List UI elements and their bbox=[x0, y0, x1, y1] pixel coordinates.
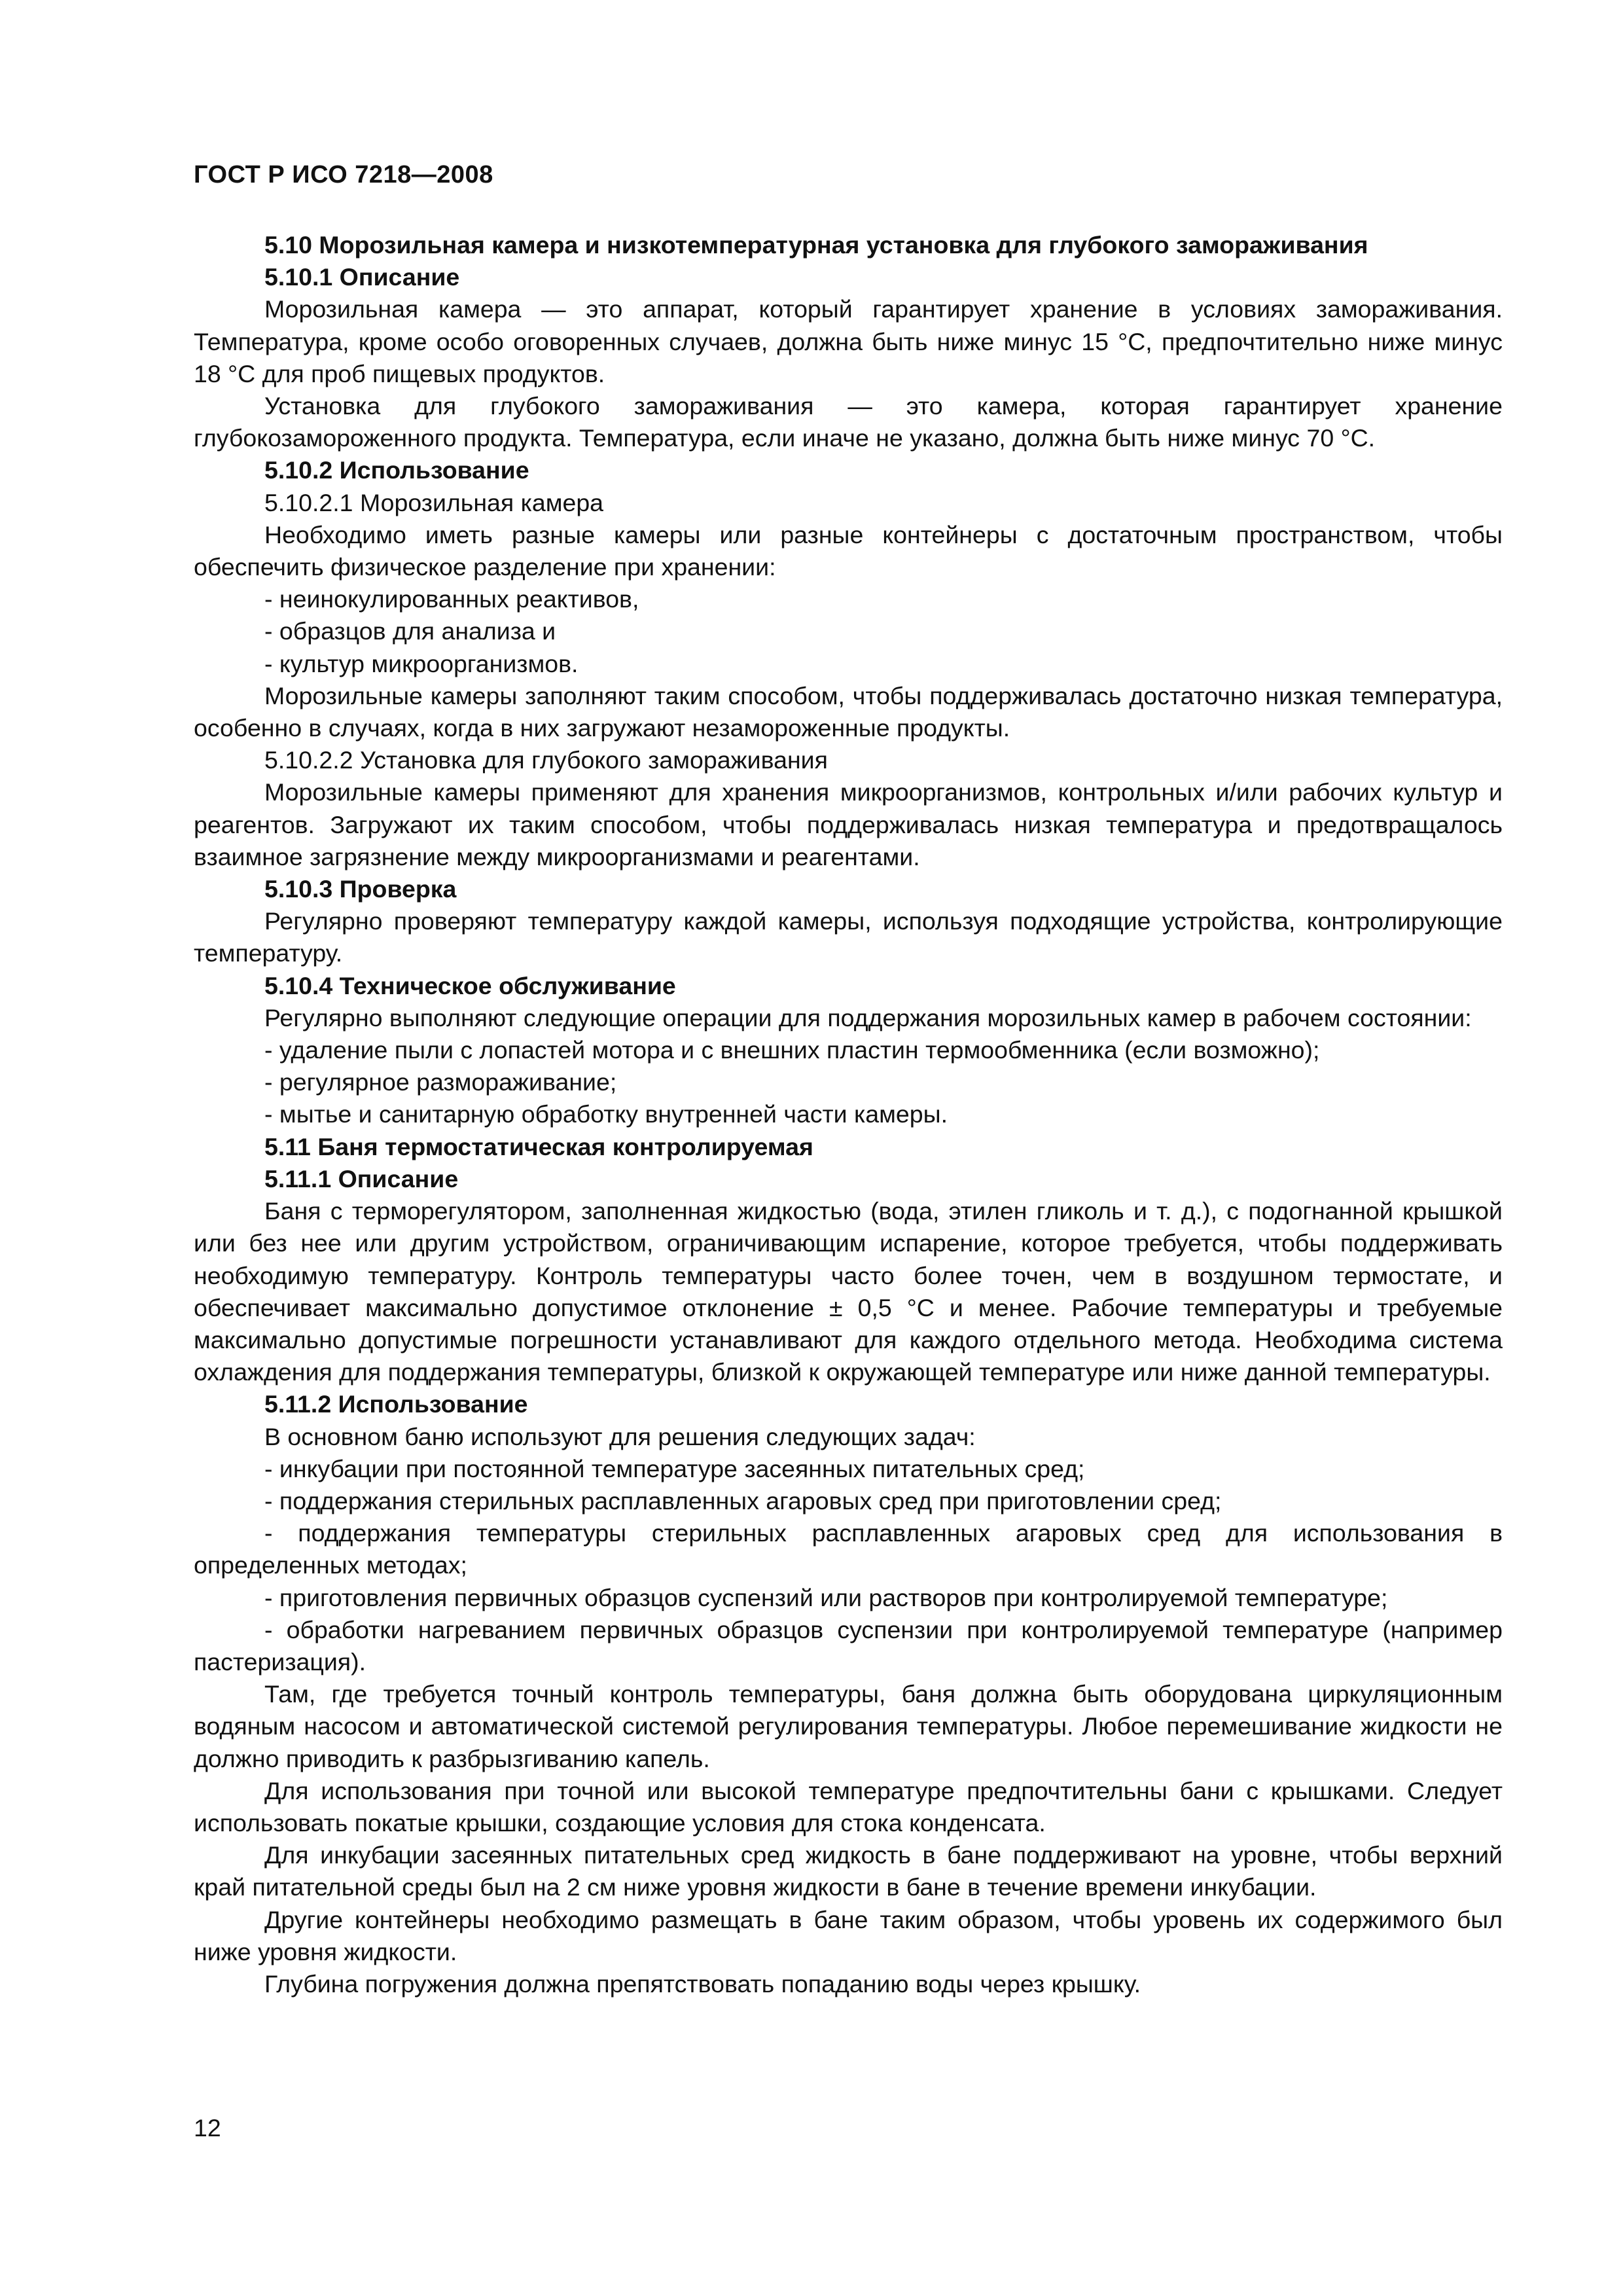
list-item: - поддержания стерильных расплавленных агаровых сред при приготовлении сред; bbox=[264, 1486, 1222, 1515]
list-item: - мытье и санитарную обработку внутренней части камеры. bbox=[264, 1100, 948, 1128]
paragraph: Другие контейнеры необходимо размещать в бане таким образом, чтобы уровень их содержимого был ниже уровня жидкости. bbox=[194, 1905, 1503, 1965]
section-heading: 5.10.1 Описание bbox=[264, 263, 460, 291]
section-heading: 5.11.1 Описание bbox=[264, 1164, 459, 1193]
paragraph: Для инкубации засеянных питательных сред жидкость в бане поддерживают на уровне, чтобы верхний край питательной среды был на 2 см ниже уровня жидкости в бане в течение времени инкубации. bbox=[194, 1841, 1503, 1901]
list-item: - культур микроорганизмов. bbox=[264, 649, 579, 677]
subsection-heading: 5.10.2.1 Морозильная камера bbox=[264, 488, 604, 516]
section-heading: 5.11.2 Использование bbox=[264, 1390, 528, 1418]
document-body bbox=[194, 229, 1503, 2000]
list-item: - обработки нагреванием первичных образцов суспензии при контролируемой температуре (например пастеризация). bbox=[194, 1615, 1503, 1676]
section-heading: 5.10.3 Проверка bbox=[264, 875, 457, 903]
section-heading: 5.10.2 Использование bbox=[264, 456, 529, 484]
list-item: В основном баню используют для решения следующих задач: bbox=[264, 1422, 976, 1450]
list-item: - образцов для анализа и bbox=[264, 617, 556, 645]
list-item: - инкубации при постоянной температуре засеянных питательных сред; bbox=[264, 1454, 1085, 1482]
paragraph: Необходимо иметь разные камеры или разные контейнеры с достаточным пространством, чтобы обеспечить физическое разделение при хранении: bbox=[194, 520, 1503, 581]
paragraph: Там, где требуется точный контроль температуры, баня должна быть оборудована циркуляционным водяным насосом и автоматической системой регулирования температуры. Любое перемешивание жидкости не должно приводить к разбрызгиванию капель. bbox=[194, 1680, 1503, 1772]
list-item: - удаление пыли с лопастей мотора и с внешних пластин термообменника (если возможно); bbox=[264, 1036, 1320, 1064]
paragraph: Глубина погружения должна препятствовать попаданию воды через крышку. bbox=[264, 1969, 1141, 1998]
list-item: - поддержания температуры стерильных расплавленных агаровых сред для использования в определенных методах; bbox=[194, 1519, 1503, 1579]
paragraph: Регулярно выполняют следующие операции для поддержания морозильных камер в рабочем состоянии: bbox=[264, 1003, 1472, 1031]
section-heading: 5.11 Баня термостатическая контролируемая bbox=[264, 1132, 813, 1160]
section-heading: 5.10.4 Техническое обслуживание bbox=[264, 971, 676, 999]
subsection-heading: 5.10.2.2 Установка для глубокого замораживания bbox=[264, 746, 828, 774]
section-heading: 5.10 Морозильная камера и низкотемпературная установка для глубокого замораживания bbox=[264, 231, 1368, 259]
paragraph: Установка для глубокого замораживания — это камера, которая гарантирует хранение глубокозамороженного продукта. Температура, если иначе не указано, должна быть ниже минус 70 °С. bbox=[194, 392, 1503, 452]
list-item: - неинокулированных реактивов, bbox=[264, 585, 639, 613]
page-number: 12 bbox=[194, 2114, 221, 2142]
document-header-code: ГОСТ Р ИСО 7218—2008 bbox=[194, 161, 493, 188]
paragraph: Для использования при точной или высокой температуре предпочтительны бани с крышками. Следует использовать покатые крышки, создающие условия для стока конденсата. bbox=[194, 1776, 1503, 1837]
paragraph: Баня с терморегулятором, заполненная жидкостью (вода, этилен гликоль и т. д.), с подогнанной крышкой или без нее или другим устройством, ограничивающим испарение, которое требуется, чтобы поддерживать необходимую температуру. Контроль температуры часто более точен, чем в воздушном термостате, и обеспечивает максимально допустимое отклонение ± 0,5 °С и менее. Рабочие температуры и требуемые максимально допустимые погрешности устанавливают для каждого отдельного метода. Необходима система охлаждения для поддержания температуры, близкой к окружающей температуре или ниже данной температуры. bbox=[194, 1197, 1503, 1386]
paragraph: Морозильные камеры применяют для хранения микроорганизмов, контрольных и/или рабочих культур и реагентов. Загружают их таким способом, чтобы поддерживалась низкая температура и предотвращалось взаимное загрязнение между микроорганизмами и реагентами. bbox=[194, 778, 1503, 870]
list-item: - приготовления первичных образцов суспензий или растворов при контролируемой температуре; bbox=[264, 1583, 1388, 1611]
paragraph: Морозильная камера — это аппарат, который гарантирует хранение в условиях замораживания. Температура, кроме особо оговоренных случаев, должна быть ниже минус 15 °С, предпочтительно ниже минус 18 °С для проб пищевых продуктов. bbox=[194, 295, 1503, 387]
paragraph: Регулярно проверяют температуру каждой камеры, используя подходящие устройства, контролирующие температуру. bbox=[194, 907, 1503, 967]
list-item: - регулярное размораживание; bbox=[264, 1068, 617, 1096]
paragraph: Морозильные камеры заполняют таким способом, чтобы поддерживалась достаточно низкая температура, особенно в случаях, когда в них загружают незамороженные продукты. bbox=[194, 681, 1503, 742]
